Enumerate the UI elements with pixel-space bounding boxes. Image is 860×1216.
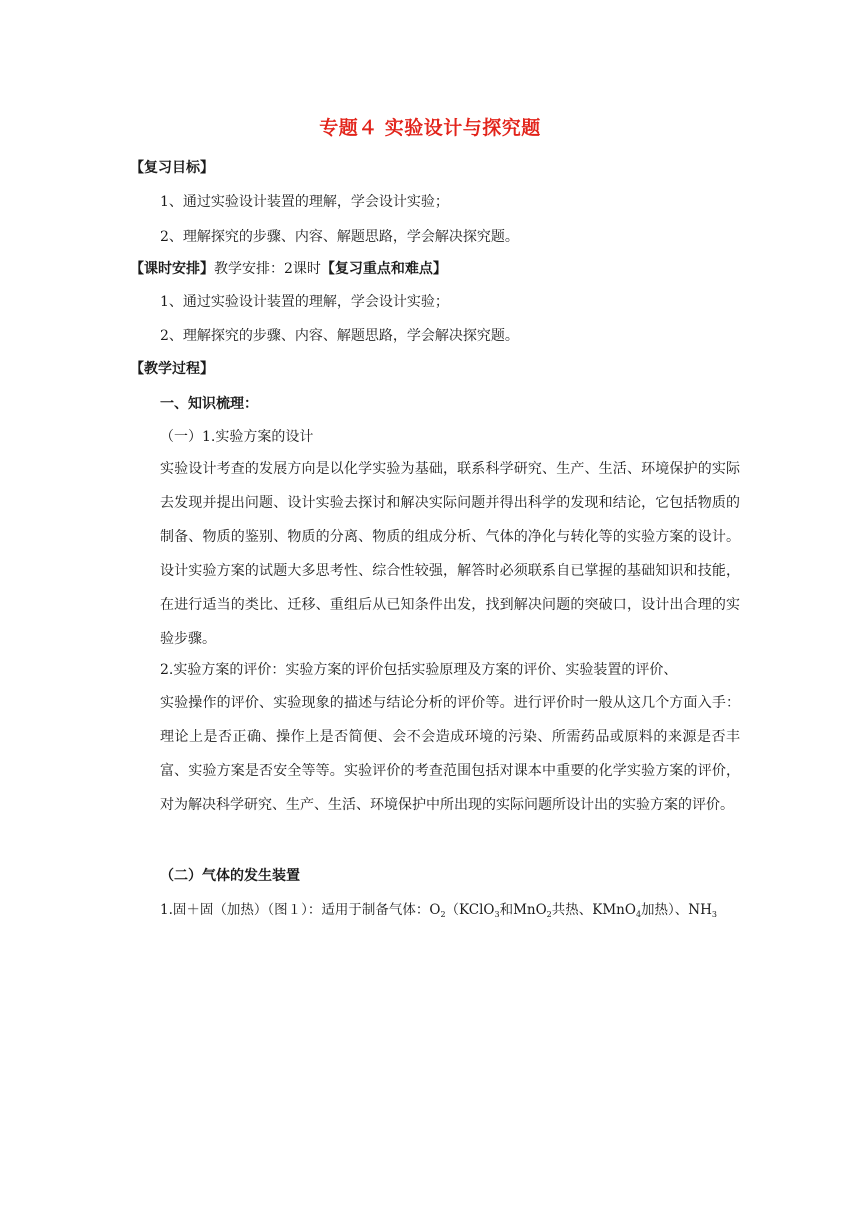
paragraph-design-text: 实验设计考查的发展方向是以化学实验为基础，联系科学研究、生产、生活、环境保护的实际去发现并提出问题、设计实验去探讨和解决实际问题并得出科学的发现和结论，它包括物质的制备、物质的鉴别、物质的分离、物质的组成分析、气体的净化与转化等的实验方案的设计。设计实验方案的试题大多思考性、综合性较强，解答时必须联系自已掌握的基础知识和技能，在进行适当的类比、迁移、重组后从已知条件出发，找到解决问题的突破口，设计出合理的实验步骤。 <box>160 461 740 647</box>
paragraph-design <box>130 452 740 656</box>
item1-prefix: 1.固＋固（加热）（图１）：适用于制备气体：O <box>160 902 441 918</box>
review-goal-2: 2、理解探究的步骤、内容、解题思路，学会解决探究题。 <box>160 229 519 245</box>
schedule-label: 【课时安排】 <box>130 261 214 277</box>
process-heading: 【教学过程】 <box>130 361 214 377</box>
schedule-line <box>130 259 740 279</box>
nh3-subscript: 3 <box>711 910 717 919</box>
item1-part-3: 共热、KMnO <box>551 902 636 918</box>
paragraph-evaluation-text: 实验操作的评价、实验现象的描述与结论分析的评价等。进行评价时一般从这几个方面入手：理论上是否正确、操作上是否简便、会不会造成环境的污染、所需药品或原料的来源是否丰富、实验方案是否安全等等。实验评价的考查范围包括对课本中重要的化学实验方案的评价，对为解决科学研究、生产、生活、环境保护中所出现的实际问题所设计出的实验方案的评价。 <box>160 695 740 813</box>
page-title: 专题４ 实验设计与探究题 <box>319 117 541 139</box>
item1-part-4: 加热）、NH <box>641 902 712 918</box>
schedule-text: 教学安排：2课时 <box>214 261 321 277</box>
section-1-heading: 一、知识梳理： <box>160 396 258 412</box>
item1-part-1: （KClO <box>445 902 495 918</box>
mno2-subscript: 2 <box>546 910 552 919</box>
key-point-2: 2、理解探究的步骤、内容、解题思路，学会解决探究题。 <box>160 328 519 344</box>
subsection-3-heading: （二）气体的发生装置 <box>160 868 300 884</box>
gas-device-item-1 <box>130 900 770 920</box>
key-point-1: 1、通过实验设计装置的理解，学会设计实验； <box>160 294 449 310</box>
review-goal-1: 1、通过实验设计装置的理解，学会设计实验； <box>160 194 449 210</box>
subsection-2-heading: 2.实验方案的评价：实验方案的评价包括实验原理及方案的评价、实验装置的评价、 <box>160 662 678 678</box>
review-goals-heading: 【复习目标】 <box>130 160 214 176</box>
kmno4-subscript: 4 <box>635 910 642 919</box>
item1-part-2: 和MnO <box>499 902 547 918</box>
subsection-1-heading: （一）1.实验方案的设计 <box>160 429 314 445</box>
o2-subscript: 2 <box>440 910 446 919</box>
key-points-label: 【复习重点和难点】 <box>320 261 447 277</box>
kclo3-subscript: 3 <box>494 910 500 919</box>
paragraph-evaluation <box>130 686 740 822</box>
